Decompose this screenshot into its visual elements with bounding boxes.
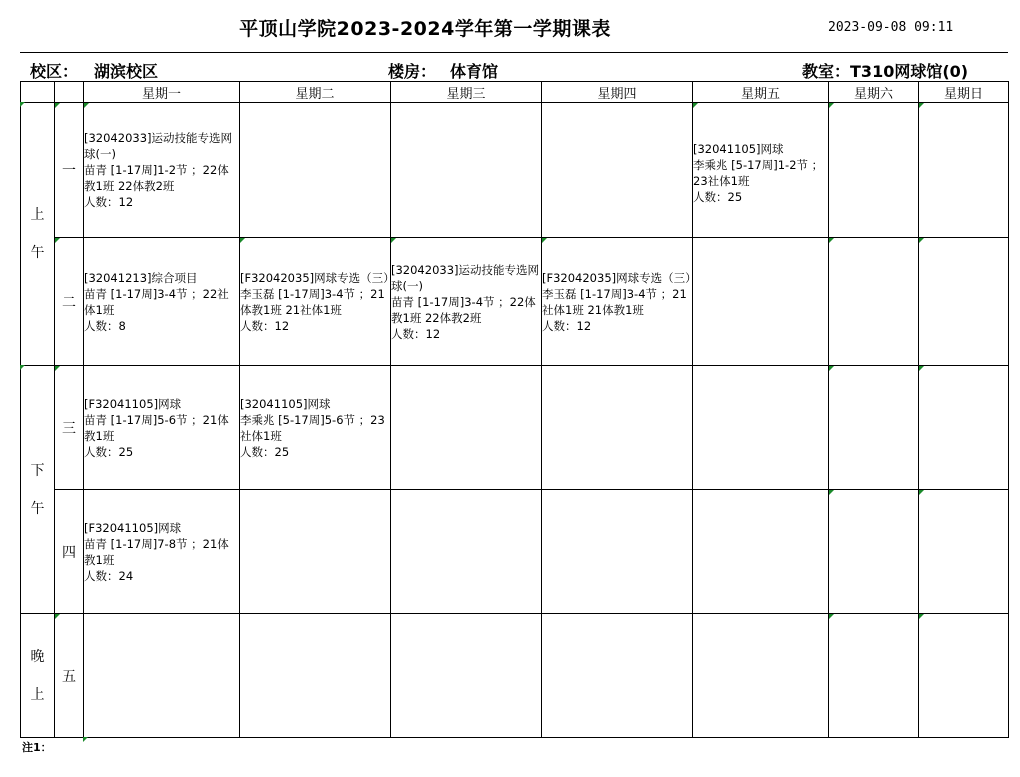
- cell-marker: [829, 490, 834, 495]
- empty-cell: [542, 366, 693, 490]
- campus-value: 湖滨校区: [94, 62, 159, 81]
- building-label: 楼房：: [388, 62, 437, 81]
- building-info: [388, 59, 498, 82]
- course-cell[interactable]: [32041213]综合项目 苗青 [1-17周]3-4节 ；22社体1班 人数：8: [84, 238, 240, 366]
- campus-label: 校区：: [30, 62, 79, 81]
- cell-marker: [919, 490, 924, 495]
- cell-marker: [829, 238, 834, 243]
- schedule-row: [21, 366, 1009, 490]
- empty-cell: [829, 490, 919, 614]
- empty-cell: [240, 103, 391, 238]
- course-cell[interactable]: [32042033]运动技能专选网球(一) 苗青 [1-17周]1-2节 ；22体教1班 22体教2班 人数：12: [84, 103, 240, 238]
- corner-cell-2: [55, 82, 84, 103]
- slot-label: 二: [55, 238, 84, 366]
- corner-cell: [21, 82, 55, 103]
- empty-cell: [829, 238, 919, 366]
- course-cell[interactable]: [F32041105]网球 苗青 [1-17周]5-6节 ；21体教1班 人数：25: [84, 366, 240, 490]
- empty-cell: [919, 614, 1009, 738]
- slot-label: 一: [55, 103, 84, 238]
- period-morning: 上 午: [21, 103, 55, 366]
- empty-cell: [391, 103, 542, 238]
- empty-cell: [829, 103, 919, 238]
- slot-label: 三: [55, 366, 84, 490]
- day-header: 星期三: [391, 82, 542, 103]
- empty-cell: [693, 614, 829, 738]
- cell-marker: [391, 238, 396, 243]
- empty-cell: [829, 614, 919, 738]
- cell-marker: [919, 103, 924, 108]
- empty-cell: [240, 614, 391, 738]
- course-cell[interactable]: [F32042035]网球专选（三） 李玉磊 [1-17周]3-4节 ；21社体1班 21体教1班 人数：12: [542, 238, 693, 366]
- header-rule: [20, 52, 1008, 53]
- cell-marker: [83, 737, 88, 742]
- empty-cell: [693, 366, 829, 490]
- day-header: 星期六: [829, 82, 919, 103]
- period-afternoon: 下 午: [21, 366, 55, 614]
- slot-label: 四: [55, 490, 84, 614]
- cell-marker: [919, 366, 924, 371]
- cell-marker: [84, 103, 89, 108]
- empty-cell: [919, 490, 1009, 614]
- empty-cell: [542, 103, 693, 238]
- cell-marker: [20, 102, 25, 107]
- day-header: 星期二: [240, 82, 391, 103]
- empty-cell: [391, 614, 542, 738]
- cell-marker: [55, 614, 60, 619]
- room-info: [802, 59, 968, 82]
- cell-marker: [20, 365, 25, 370]
- empty-cell: [84, 614, 240, 738]
- building-value: 体育馆: [450, 62, 499, 81]
- campus-info: [30, 59, 158, 82]
- empty-cell: [693, 238, 829, 366]
- print-timestamp: 2023-09-08 09:11: [828, 20, 954, 35]
- room-label: 教室：: [802, 62, 851, 81]
- cell-marker: [829, 366, 834, 371]
- empty-cell: [693, 490, 829, 614]
- empty-cell: [391, 490, 542, 614]
- room-value: T310网球馆(0): [850, 62, 969, 81]
- empty-cell: [919, 103, 1009, 238]
- empty-cell: [919, 366, 1009, 490]
- period-evening: 晚 上: [21, 614, 55, 738]
- page-title: 平顶山学院2023-2024学年第一学期课表: [239, 18, 611, 40]
- day-header: 星期一: [84, 82, 240, 103]
- cell-marker: [919, 614, 924, 619]
- empty-cell: [919, 238, 1009, 366]
- cell-marker: [919, 238, 924, 243]
- day-header: 星期五: [693, 82, 829, 103]
- course-cell[interactable]: [32042033]运动技能专选网球(一) 苗青 [1-17周]3-4节 ；22体教1班 22体教2班 人数：12: [391, 238, 542, 366]
- day-header: 星期四: [542, 82, 693, 103]
- header-row: [21, 82, 1009, 103]
- schedule-row: [21, 238, 1009, 366]
- cell-marker: [240, 238, 245, 243]
- cell-marker: [55, 366, 60, 371]
- course-cell[interactable]: [32041105]网球 李乘兆 [5-17周]5-6节 ；23社体1班 人数：25: [240, 366, 391, 490]
- day-header: 星期日: [919, 82, 1009, 103]
- empty-cell: [391, 366, 542, 490]
- empty-cell: [542, 490, 693, 614]
- cell-marker: [55, 238, 60, 243]
- course-cell[interactable]: [F32042035]网球专选（三） 李玉磊 [1-17周]3-4节 ；21体教1班 21社体1班 人数：12: [240, 238, 391, 366]
- slot-label: 五: [55, 614, 84, 738]
- schedule-row: [21, 490, 1009, 614]
- cell-marker: [829, 103, 834, 108]
- cell-marker: [693, 103, 698, 108]
- cell-marker: [542, 238, 547, 243]
- empty-cell: [542, 614, 693, 738]
- schedule-table: [20, 81, 1009, 738]
- course-cell[interactable]: [F32041105]网球 苗青 [1-17周]7-8节 ；21体教1班 人数：24: [84, 490, 240, 614]
- course-cell[interactable]: [32041105]网球 李乘兆 [5-17周]1-2节 ；23社体1班 人数：25: [693, 103, 829, 238]
- cell-marker: [55, 103, 60, 108]
- schedule-row: [21, 103, 1009, 238]
- empty-cell: [240, 490, 391, 614]
- footnote: 注1：: [22, 741, 52, 754]
- cell-marker: [829, 614, 834, 619]
- schedule-row: [21, 614, 1009, 738]
- empty-cell: [829, 366, 919, 490]
